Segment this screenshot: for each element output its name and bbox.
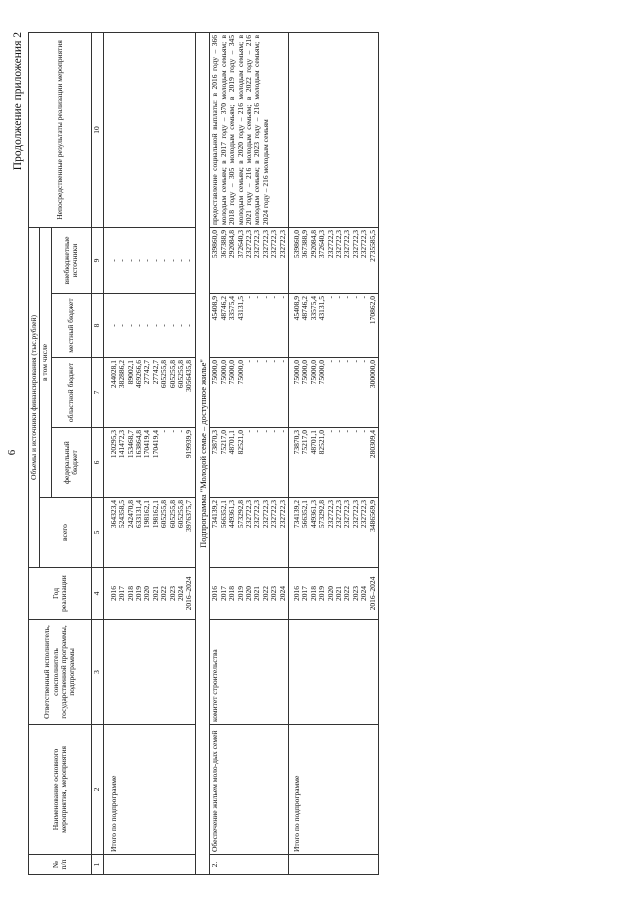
total-cell: 734139,2 566352,1 449361,3 573292,8 232722,3 232722,3 232722,3 232722,3 232722,3 3486569,9 (288, 498, 378, 568)
row-name: Обеспечение жильем моло-дых семей (210, 725, 289, 855)
header-no: № п/п (29, 855, 92, 875)
local-cell: 45408,9 48746,2 33575,4 43131,5 - - - - - (210, 294, 289, 358)
header-name: Наименование основного мероприятия, мероприятия (29, 725, 92, 855)
column-number-row (91, 32, 103, 874)
extrabudget-cell: 539860,0 367388,9 292084,8 372640,3 232722,3 232722,3 232722,3 232722,3 232722,3 2735585,5 (288, 227, 378, 293)
row-name: Итого по подпрограмме (288, 725, 378, 855)
extrabudget-cell: - - - - - - - - - - (103, 227, 195, 293)
col-number: 1 (91, 855, 103, 875)
local-cell: 45408,9 48746,2 33575,4 43131,5 - - - - - 170862,0 (288, 294, 378, 358)
header-funding: Объемы и источники финансирования (тыс.рублей) (29, 227, 40, 567)
table-row (210, 32, 289, 874)
header-year: Год реализации (29, 568, 92, 620)
federal-cell: 73870,3 75217,0 48701,1 82521,0 - - - - - 280309,4 (288, 428, 378, 498)
funding-table (28, 32, 379, 875)
col-number: 2 (91, 725, 103, 855)
header-results: Непосредственные результаты реализации мероприятия (29, 32, 92, 227)
local-cell: - - - - - - - - - - (103, 294, 195, 358)
page-number: 6 (6, 449, 18, 456)
federal-cell: 120295,3 141472,3 153468,7 163864,8 170419,4 170419,4 - - - 919939,9 (103, 428, 195, 498)
row-executor: комитет строительства (210, 620, 289, 725)
years-cell: 2016 2017 2018 2019 2020 2021 2022 2023 2024 2016–2024 (288, 568, 378, 620)
header-total: всего (40, 498, 91, 568)
col-number: 9 (91, 227, 103, 293)
row-name: Итого по подпрограмме (103, 725, 195, 855)
col-number: 8 (91, 294, 103, 358)
col-number: 6 (91, 428, 103, 498)
years-cell: 2016 2017 2018 2019 2020 2021 2022 2023 2024 (210, 568, 289, 620)
col-number: 5 (91, 498, 103, 568)
header-federal: федеральный бюджет (51, 428, 91, 498)
subprogram-heading-row (195, 32, 209, 874)
table-row (103, 32, 195, 874)
regional-cell: 75000,0 75000,0 75000,0 75000,0 - - - - - (210, 358, 289, 428)
subprogram-title: Подпрограмма "Молодой семье – доступное жилье" (195, 32, 209, 874)
years-cell: 2016 2017 2018 2019 2020 2021 2022 2023 2024 2016–2024 (103, 568, 195, 620)
total-cell: 734139,2 566352,1 449361,3 573292,8 232722,3 232722,3 232722,3 232722,3 232722,3 (210, 498, 289, 568)
header-regional: областной бюджет (51, 358, 91, 428)
total-cell: 364323,4 524358,5 242470,8 633131,4 198162,1 198162,1 605255,8 605255,8 605255,8 3976375,7 (103, 498, 195, 568)
results-cell: предоставление социальной выплаты: в 2016 году – 366 молодым семьям; в 2017 году – 370 молодым семьям; в 2018 году – 305 молодым семьям; в 2019 году – 345 молодым семьям; в 2020 году – 216 молодым семьям; в 2021 году – 216 молодым семьям; в 2022 году – 216 молодым семьям; в 2023 году – 216 молодым семьям; в 2024 году – 216 молодым семьям (210, 32, 289, 227)
regional-cell: 75000,0 75000,0 75000,0 75000,0 - - - - - 300000,0 (288, 358, 378, 428)
appendix-continuation-note: Продолжение приложения 2 (12, 32, 24, 171)
row-number: 2. (210, 855, 289, 875)
col-number: 3 (91, 620, 103, 725)
col-number: 7 (91, 358, 103, 428)
extrabudget-cell: 539860,0 367388,9 292084,8 372640,3 232722,3 232722,3 232722,3 232722,3 232722,3 (210, 227, 289, 293)
col-number: 10 (91, 32, 103, 227)
table-row (288, 32, 378, 874)
header-executor: Ответственный исполнитель, соисполнитель государственной программы, подпрограммы (29, 620, 92, 725)
header-extrabudget: внебюджетные источники (51, 227, 91, 293)
col-number: 4 (91, 568, 103, 620)
regional-cell: 244028,1 382886,2 89002,1 469266,6 27742,7 27742,7 605255,8 605255,8 605255,8 3056435,8 (103, 358, 195, 428)
federal-cell: 73870,3 75217,0 48701,1 82521,0 - - - - - (210, 428, 289, 498)
header-including: в том числе (40, 227, 51, 497)
header-local: местный бюджет (51, 294, 91, 358)
